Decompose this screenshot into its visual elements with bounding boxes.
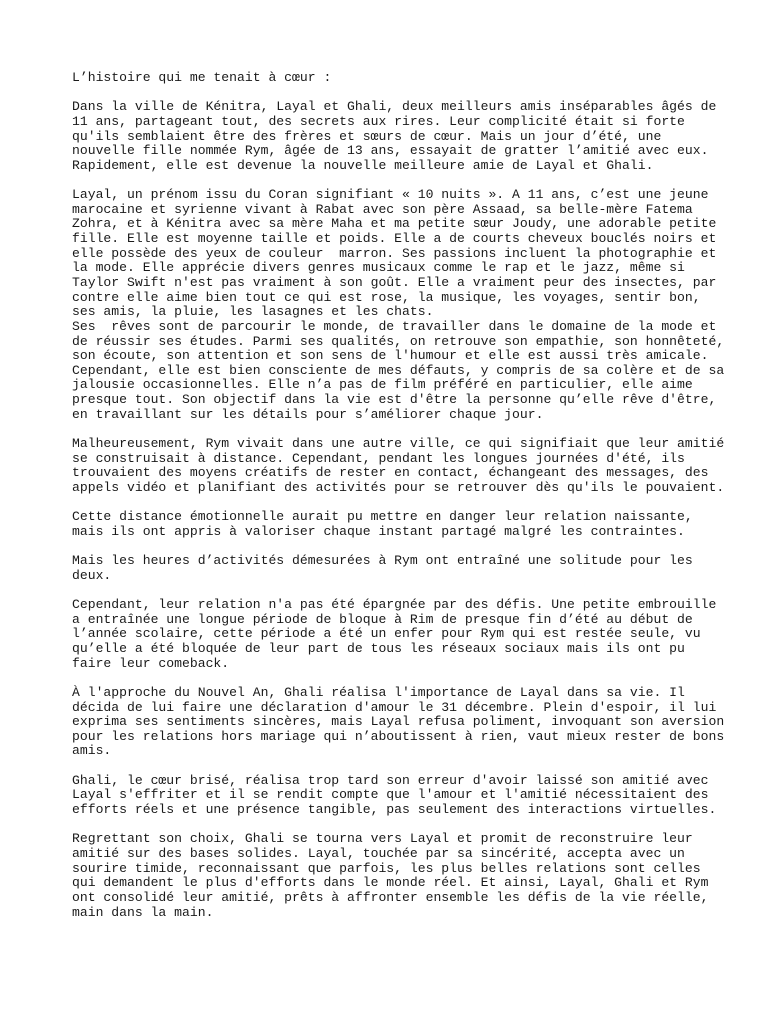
- paragraph-line: pour les relations hors mariage qui n’aboutissent à rien, vaut mieux rester de bons: [72, 728, 725, 744]
- paragraph-line: se construisait à distance. Cependant, pendant les longues journées d'été, ils: [72, 450, 685, 466]
- paragraph-line: Taylor Swift n'est pas vraiment à son goût. Elle a vraiment peur des insectes, par: [72, 274, 717, 290]
- paragraph-line: deux.: [72, 567, 112, 583]
- paragraph: [72, 684, 725, 759]
- paragraph: [72, 510, 702, 539]
- paragraph-gap: [72, 86, 702, 101]
- paragraph-line: Ses rêves sont de parcourir le monde, de travailler dans le domaine de la mode et: [72, 318, 717, 334]
- paragraph-line: Dans la ville de Kénitra, Layal et Ghali, deux meilleurs amis inséparables âgés de: [72, 99, 717, 115]
- paragraph-line: Layal s'effriter et il se rendit compte que l'amour et l'amitié nécessitaient des: [72, 787, 709, 803]
- paragraph-line: Malheureusement, Rym vivait dans une autre ville, ce qui signifiait que leur amitié: [72, 436, 725, 452]
- paragraph-line: Regrettant son choix, Ghali se tourna vers Layal et promit de reconstruire leur: [72, 831, 693, 847]
- document-title: L’histoire qui me tenait à cœur :: [72, 70, 332, 85]
- document-page: [72, 70, 725, 920]
- paragraph-line: en travaillant sur les détails pour s’améliorer chaque jour.: [72, 406, 544, 422]
- paragraph-line: 11 ans, partageant tout, des secrets aux rires. Leur complicité était si forte: [72, 113, 685, 129]
- paragraph-line: Cependant, leur relation n'a pas été épargnée par des défis. Une petite embrouille: [72, 597, 717, 613]
- paragraph-line: amitié sur des bases solides. Layal, touchée par sa sincérité, accepta avec un: [72, 845, 685, 861]
- paragraph-line: Cette distance émotionnelle aurait pu mettre en danger leur relation naissante,: [72, 509, 693, 525]
- paragraph: [72, 187, 725, 422]
- paragraph-line: amis.: [72, 743, 112, 759]
- paragraph-line: l’année scolaire, cette période a été un enfer pour Rym qui est restée seule, vu: [72, 626, 701, 642]
- paragraph-line: fille. Elle est moyenne taille et poids. Elle a de courts cheveux bouclés noirs et: [72, 231, 717, 247]
- paragraph-line: Zohra, et à Kénitra avec sa mère Maha et ma petite sœur Joudy, une adorable petite: [72, 216, 717, 232]
- paragraph-line: de réussir ses études. Parmi ses qualités, on retrouve son empathie, son honnêteté,: [72, 333, 725, 349]
- paragraph-line: qu’elle a été bloquée de leur part de tous les réseaux sociaux mais ils ont pu: [72, 640, 685, 656]
- paragraph: [72, 597, 717, 671]
- paragraph-line: sourire timide, reconnaissant que parfois, les plus belles relations sont celles: [72, 860, 701, 876]
- paragraph-gap: [72, 671, 702, 686]
- paragraph-line: Layal, un prénom issu du Coran signifiant « 10 nuits ». A 11 ans, c’est une jeune: [72, 187, 709, 203]
- paragraph-line: main dans la main.: [72, 904, 214, 920]
- paragraph-line: elle possède des yeux de couleur marron. Ses passions incluent la photographie et: [72, 245, 717, 261]
- paragraph-line: ses amis, la pluie, les lasagnes et les chats.: [72, 304, 434, 320]
- paragraph-gap: [72, 422, 702, 437]
- paragraph-line: ont consolidé leur amitié, prêts à affronter ensemble les défis de la vie réelle,: [72, 889, 709, 905]
- paragraph-gap: [72, 818, 702, 833]
- paragraph-line: nouvelle fille nommée Rym, âgée de 13 ans, essayait de gratter l’amitié avec eux.: [72, 143, 709, 159]
- paragraph: [72, 831, 709, 920]
- paragraph-line: marocaine et syrienne vivant à Rabat avec son père Assaad, sa belle-mère Fatema: [72, 201, 693, 217]
- paragraph-gap: [72, 583, 702, 598]
- paragraph-line: décida de lui faire une déclaration d'amour le 31 décembre. Plein d'espoir, il lui: [72, 699, 717, 715]
- paragraph-line: À l'approche du Nouvel An, Ghali réalisa l'importance de Layal dans sa vie. Il: [72, 684, 685, 700]
- paragraph-line: faire leur comeback.: [72, 655, 230, 671]
- paragraph-line: contre elle aime bien tout ce qui est rose, la musique, les voyages, sentir bon,: [72, 289, 701, 305]
- paragraph: [72, 99, 717, 173]
- paragraph-gap: [72, 173, 702, 188]
- paragraph-line: la mode. Elle apprécie divers genres musicaux comme le rap et le jazz, même si: [72, 260, 685, 276]
- paragraph-line: appels vidéo et planifiant des activités pour se retrouver dès qu'ils le pouvaient.: [72, 479, 725, 495]
- paragraph-gap: [72, 496, 702, 511]
- paragraph-line: jalousie occasionnelles. Elle n’a pas de film préféré en particulier, elle aime: [72, 377, 693, 393]
- paragraph-line: Cependant, elle est bien consciente de mes défauts, y compris de sa colère et de sa: [72, 362, 725, 378]
- paragraph-line: a entraînée une longue période de bloque à Rim de presque fin d’été au début de: [72, 611, 693, 627]
- paragraph: [72, 554, 702, 583]
- paragraph-line: trouvaient des moyens créatifs de rester en contact, échangeant des messages, des: [72, 465, 709, 481]
- paragraph-line: Ghali, le cœur brisé, réalisa trop tard son erreur d'avoir laissé son amitié avec: [72, 772, 709, 788]
- paragraph-line: exprima ses sentiments sincères, mais Layal refusa poliment, invoquant son aversion: [72, 714, 725, 730]
- paragraph-line: qui demandent le plus d'efforts dans le monde réel. Et ainsi, Layal, Ghali et Rym: [72, 875, 709, 891]
- paragraph-line: mais ils ont appris à valoriser chaque instant partagé malgré les contraintes.: [72, 523, 685, 539]
- paragraph-line: efforts réels et une présence tangible, pas seulement des interactions virtuelles.: [72, 802, 717, 818]
- paragraph-gap: [72, 759, 702, 774]
- paragraph: [72, 772, 717, 818]
- paragraph: [72, 436, 725, 496]
- paragraph-line: son écoute, son attention et son sens de l'humour et elle est aussi très amicale.: [72, 348, 709, 364]
- paragraph-line: Mais les heures d’activités démesurées à Rym ont entraîné une solitude pour les: [72, 553, 693, 569]
- paragraph-line: Rapidement, elle est devenue la nouvelle meilleure amie de Layal et Ghali.: [72, 157, 654, 173]
- paragraph-gap: [72, 540, 702, 555]
- paragraph-line: qu'ils semblaient être des frères et sœurs de cœur. Mais un jour d’été, une: [72, 128, 662, 144]
- paragraph-line: presque tout. Son objectif dans la vie est d'être la personne qu’elle rêve d'être,: [72, 392, 717, 408]
